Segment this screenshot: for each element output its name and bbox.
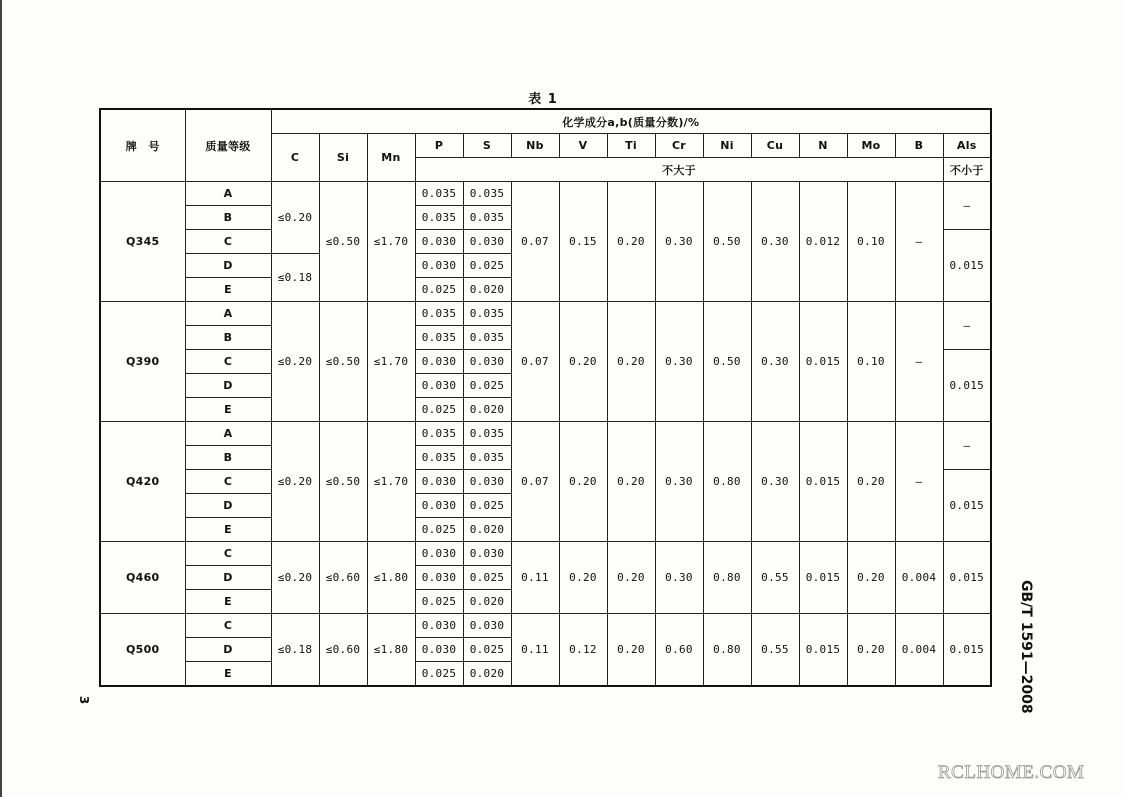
s-cell: 0.035 — [463, 182, 511, 206]
mn-cell: ≤1.70 — [367, 182, 415, 302]
p-cell: 0.035 — [415, 206, 463, 230]
als-cell: 0.015 — [943, 614, 991, 687]
mn-cell: ≤1.70 — [367, 302, 415, 422]
p-cell: 0.025 — [415, 662, 463, 687]
v-cell: 0.15 — [559, 182, 607, 302]
grade-cell: D — [185, 638, 271, 662]
s-cell: 0.035 — [463, 422, 511, 446]
ni-cell: 0.50 — [703, 302, 751, 422]
cr-cell: 0.30 — [655, 542, 703, 614]
s-cell: 0.035 — [463, 326, 511, 350]
s-cell: 0.025 — [463, 494, 511, 518]
nb-cell: 0.07 — [511, 302, 559, 422]
p-cell: 0.035 — [415, 182, 463, 206]
header-element-b: B — [895, 134, 943, 158]
grade-cell: C — [185, 230, 271, 254]
p-cell: 0.030 — [415, 494, 463, 518]
table-row — [100, 614, 991, 638]
nb-cell: 0.07 — [511, 422, 559, 542]
c-cell: ≤0.20 — [271, 182, 319, 254]
s-cell: 0.035 — [463, 302, 511, 326]
table-row — [100, 422, 991, 446]
mn-cell: ≤1.70 — [367, 422, 415, 542]
header-row — [100, 109, 991, 134]
mn-cell: ≤1.80 — [367, 614, 415, 687]
s-cell: 0.035 — [463, 446, 511, 470]
ti-cell: 0.20 — [607, 302, 655, 422]
si-cell: ≤0.60 — [319, 614, 367, 687]
header-element-c: C — [271, 134, 319, 182]
chemical-composition-table — [99, 108, 992, 687]
brand-cell: Q390 — [100, 302, 185, 422]
grade-cell: A — [185, 422, 271, 446]
grade-cell: E — [185, 398, 271, 422]
grade-cell: B — [185, 326, 271, 350]
als-cell: — — [943, 182, 991, 230]
ti-cell: 0.20 — [607, 182, 655, 302]
p-cell: 0.030 — [415, 230, 463, 254]
cu-cell: 0.30 — [751, 422, 799, 542]
grade-cell: D — [185, 374, 271, 398]
mo-cell: 0.10 — [847, 182, 895, 302]
grade-cell: C — [185, 542, 271, 566]
b-cell: — — [895, 422, 943, 542]
v-cell: 0.20 — [559, 302, 607, 422]
header-element-cu: Cu — [751, 134, 799, 158]
header-not-less-than: 不小于 — [943, 158, 991, 182]
c-cell: ≤0.20 — [271, 302, 319, 422]
grade-cell: B — [185, 446, 271, 470]
c-cell: ≤0.20 — [271, 542, 319, 614]
cu-cell: 0.55 — [751, 542, 799, 614]
c-cell: ≤0.18 — [271, 614, 319, 687]
p-cell: 0.035 — [415, 446, 463, 470]
b-cell: — — [895, 302, 943, 422]
p-cell: 0.035 — [415, 422, 463, 446]
grade-cell: C — [185, 614, 271, 638]
p-cell: 0.030 — [415, 614, 463, 638]
cu-cell: 0.30 — [751, 302, 799, 422]
n-cell: 0.015 — [799, 422, 847, 542]
p-cell: 0.030 — [415, 638, 463, 662]
s-cell: 0.020 — [463, 398, 511, 422]
grade-cell: E — [185, 662, 271, 687]
cr-cell: 0.30 — [655, 302, 703, 422]
cr-cell: 0.60 — [655, 614, 703, 687]
header-element-mo: Mo — [847, 134, 895, 158]
grade-cell: D — [185, 494, 271, 518]
page-number: 3 — [77, 695, 92, 705]
table-row — [100, 302, 991, 326]
s-cell: 0.030 — [463, 470, 511, 494]
cr-cell: 0.30 — [655, 182, 703, 302]
p-cell: 0.025 — [415, 590, 463, 614]
mo-cell: 0.20 — [847, 542, 895, 614]
grade-cell: E — [185, 278, 271, 302]
n-cell: 0.012 — [799, 182, 847, 302]
s-cell: 0.025 — [463, 566, 511, 590]
nb-cell: 0.11 — [511, 614, 559, 687]
p-cell: 0.035 — [415, 326, 463, 350]
grade-cell: A — [185, 182, 271, 206]
s-cell: 0.020 — [463, 662, 511, 687]
grade-cell: D — [185, 254, 271, 278]
watermark: RCLHOME.COM — [938, 762, 1085, 783]
mo-cell: 0.10 — [847, 302, 895, 422]
p-cell: 0.025 — [415, 518, 463, 542]
p-cell: 0.035 — [415, 302, 463, 326]
mo-cell: 0.20 — [847, 422, 895, 542]
table-row — [100, 182, 991, 206]
s-cell: 0.025 — [463, 374, 511, 398]
header-element-n: N — [799, 134, 847, 158]
cu-cell: 0.30 — [751, 182, 799, 302]
p-cell: 0.030 — [415, 374, 463, 398]
standard-number: GB/T 1591—2008 — [1018, 580, 1034, 714]
s-cell: 0.020 — [463, 590, 511, 614]
s-cell: 0.030 — [463, 230, 511, 254]
v-cell: 0.12 — [559, 614, 607, 687]
cr-cell: 0.30 — [655, 422, 703, 542]
header-element-cr: Cr — [655, 134, 703, 158]
table-row — [100, 542, 991, 566]
ti-cell: 0.20 — [607, 614, 655, 687]
header-element-ni: Ni — [703, 134, 751, 158]
header-element-als: Als — [943, 134, 991, 158]
page-edge — [0, 0, 2, 797]
grade-cell: C — [185, 470, 271, 494]
s-cell: 0.030 — [463, 614, 511, 638]
p-cell: 0.030 — [415, 350, 463, 374]
nb-cell: 0.07 — [511, 182, 559, 302]
header-element-mn: Mn — [367, 134, 415, 182]
brand-cell: Q420 — [100, 422, 185, 542]
p-cell: 0.030 — [415, 254, 463, 278]
header-element-v: V — [559, 134, 607, 158]
v-cell: 0.20 — [559, 542, 607, 614]
mn-cell: ≤1.80 — [367, 542, 415, 614]
als-cell: — — [943, 422, 991, 470]
grade-cell: E — [185, 518, 271, 542]
si-cell: ≤0.50 — [319, 182, 367, 302]
ni-cell: 0.80 — [703, 614, 751, 687]
s-cell: 0.025 — [463, 254, 511, 278]
header-element-ti: Ti — [607, 134, 655, 158]
ti-cell: 0.20 — [607, 542, 655, 614]
als-cell: 0.015 — [943, 350, 991, 422]
v-cell: 0.20 — [559, 422, 607, 542]
ni-cell: 0.50 — [703, 182, 751, 302]
grade-cell: B — [185, 206, 271, 230]
cu-cell: 0.55 — [751, 614, 799, 687]
header-not-more-than: 不大于 — [415, 158, 943, 182]
si-cell: ≤0.50 — [319, 302, 367, 422]
n-cell: 0.015 — [799, 614, 847, 687]
header-element-nb: Nb — [511, 134, 559, 158]
header-brand: 牌 号 — [100, 109, 185, 182]
table-caption: 表 1 — [528, 92, 558, 107]
b-cell: 0.004 — [895, 542, 943, 614]
s-cell: 0.020 — [463, 278, 511, 302]
grade-cell: D — [185, 566, 271, 590]
brand-cell: Q500 — [100, 614, 185, 687]
ni-cell: 0.80 — [703, 542, 751, 614]
header-element-p: P — [415, 134, 463, 158]
als-cell: 0.015 — [943, 230, 991, 302]
ni-cell: 0.80 — [703, 422, 751, 542]
s-cell: 0.030 — [463, 350, 511, 374]
s-cell: 0.025 — [463, 638, 511, 662]
p-cell: 0.025 — [415, 398, 463, 422]
header-composition: 化学成分a,b(质量分数)/% — [271, 109, 991, 134]
header-grade: 质量等级 — [185, 109, 271, 182]
grade-cell: A — [185, 302, 271, 326]
p-cell: 0.025 — [415, 278, 463, 302]
header-element-si: Si — [319, 134, 367, 182]
mo-cell: 0.20 — [847, 614, 895, 687]
s-cell: 0.030 — [463, 542, 511, 566]
c-cell: ≤0.20 — [271, 422, 319, 542]
ti-cell: 0.20 — [607, 422, 655, 542]
b-cell: — — [895, 182, 943, 302]
b-cell: 0.004 — [895, 614, 943, 687]
als-cell: 0.015 — [943, 470, 991, 542]
c-cell: ≤0.18 — [271, 254, 319, 302]
als-cell: 0.015 — [943, 542, 991, 614]
grade-cell: E — [185, 590, 271, 614]
n-cell: 0.015 — [799, 542, 847, 614]
p-cell: 0.030 — [415, 566, 463, 590]
p-cell: 0.030 — [415, 470, 463, 494]
header-element-s: S — [463, 134, 511, 158]
s-cell: 0.020 — [463, 518, 511, 542]
n-cell: 0.015 — [799, 302, 847, 422]
si-cell: ≤0.60 — [319, 542, 367, 614]
nb-cell: 0.11 — [511, 542, 559, 614]
p-cell: 0.030 — [415, 542, 463, 566]
grade-cell: C — [185, 350, 271, 374]
brand-cell: Q345 — [100, 182, 185, 302]
als-cell: — — [943, 302, 991, 350]
si-cell: ≤0.50 — [319, 422, 367, 542]
table-body — [100, 109, 991, 686]
s-cell: 0.035 — [463, 206, 511, 230]
brand-cell: Q460 — [100, 542, 185, 614]
